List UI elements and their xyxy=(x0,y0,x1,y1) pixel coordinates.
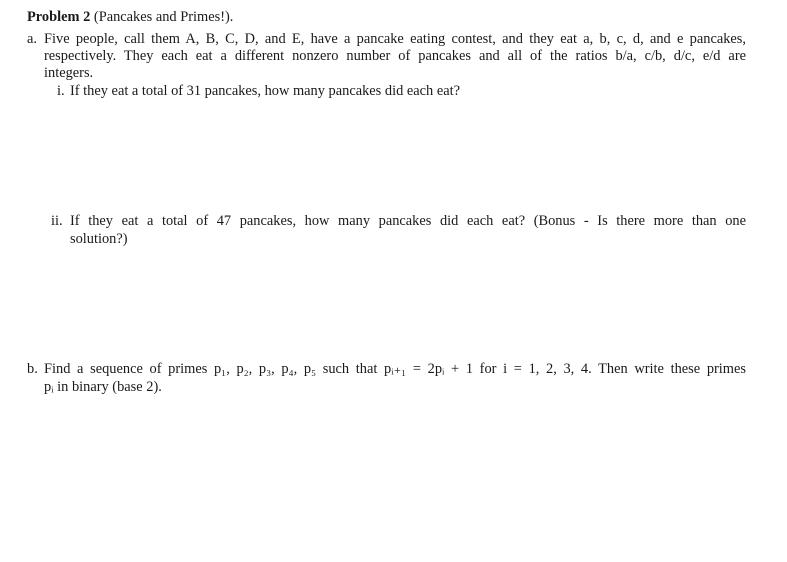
part-a-line-1: Five people, call them A, B, C, D, and E, have a pancake eating contest, and they eat a, b, c, d, and e pancakes, xyxy=(44,31,746,47)
part-a-marker: a. xyxy=(27,31,37,47)
part-b-marker: b. xyxy=(27,361,38,377)
sub-i-text: If they eat a total of 31 pancakes, how many pancakes did each eat? xyxy=(70,83,460,99)
problem-title: (Pancakes and Primes!). xyxy=(93,9,234,25)
part-a-line-3: integers. xyxy=(44,65,94,81)
sub-ii-line-2: solution?) xyxy=(70,231,128,247)
sub-i-marker: i. xyxy=(57,83,65,99)
problem-heading xyxy=(27,9,233,27)
sub-ii-line-1: If they eat a total of 47 pancakes, how many pancakes did each eat? (Bonus - Is there more than one xyxy=(70,213,746,229)
part-b-line-1: Find a sequence of primes p₁, p₂, p₃, p₄, p₅ such that pᵢ₊₁ = 2pᵢ + 1 for i = 1, 2, 3, 4. Then write these primes xyxy=(44,361,746,377)
part-a-line-2: respectively. They each eat a different nonzero number of pancakes and all of the ratios b/a, c/b, d/c, e/d are xyxy=(44,48,746,64)
part-b-line-2: pᵢ in binary (base 2). xyxy=(44,379,162,395)
problem-label: Problem 2 xyxy=(27,9,91,25)
sub-ii-marker: ii. xyxy=(51,213,63,229)
